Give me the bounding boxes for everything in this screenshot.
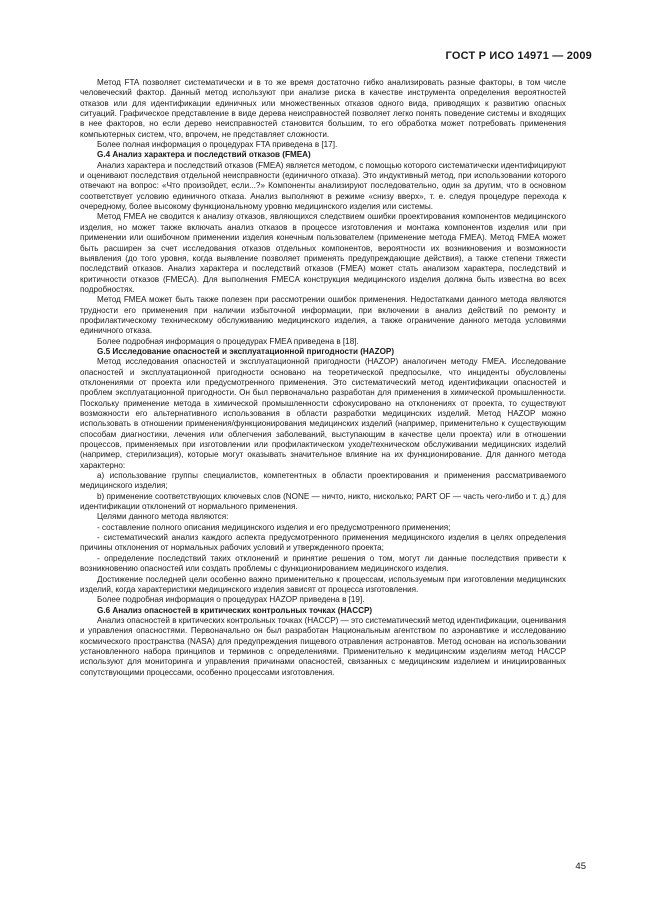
section-heading: G.5 Исследование опасностей и эксплуатационной пригодности (HAZOP) — [97, 346, 395, 356]
paragraph: Анализ опасностей в критических контрольных точках (HACCP) — это систематический метод идентификации, оценивания и управления опасностями. Первоначально он был разработан Национальным агентством по аэронавтике и исследованию космического пространства (NASA) для предупреждения пищевого отравления астронавтов. Метод основан на использовании установленного набора принципов и терминов с определениями. Применительно к медицинским изделиям метод HACCP используют для мониторинга и управления причинами опасностей, связанных с медицинским изделием и инициированных сопутствующими процессами, особенно процессами изготовления. — [80, 615, 566, 677]
paragraph: Метод исследования опасностей и эксплуатационной пригодности (HAZOP) аналогичен методу FMEA. Исследование опасностей и эксплуатационной пригодности основано на теоретической предпосылке, что инциденты обусловлены отклонениями от проекта или предусмотренного применения. Это систематический метод идентификации опасностей и проблем эксплуатационной пригодности. Он был первоначально разработан для применения в химической промышленности. Поскольку применение метода в химической промышленности сфокусировано на отклонениях от проекта, то существуют возможности его альтернативного использования в области разработки медицинских изделий. Метод HAZOP можно использовать в отношении применения/функционирования медицинских изделий (например, применительно к существующим способам диагностики, лечения или облегчения заболеваний, выступающим в качестве цели проекта) или в отношении процессов, применяемых при изготовлении или профилактическом уходе/техническом обслуживании медицинских изделий (например, стерилизация), которые могут оказывать значительное влияние на их функционирование. Для данного метода характерно: — [80, 357, 566, 470]
paragraph: Метод FMEA может быть также полезен при рассмотрении ошибок применения. Недостатками данного метода являются трудности его применения при наличии избыточной информации, при включении в анализ действий по ремонту и профилактическому техническому обслуживанию медицинского изделия, а также ограничение данного метода условиями единичного отказа. — [80, 295, 566, 336]
paragraph: Целями данного метода являются: — [97, 512, 229, 522]
section-heading: G.6 Анализ опасностей в критических контрольных точках (HACCP) — [97, 605, 373, 615]
document-body — [80, 78, 566, 678]
paragraph: Более подробная информация о процедурах HAZOP приведена в [19]. — [97, 595, 365, 605]
paragraph: Метод FTA позволяет систематически и в то же время достаточно гибко анализировать разные факторы, в том числе человеческий фактор. Данный метод используют при анализе риска в качестве инструмента определения вероятностей отказов или для идентификации единичных или множественных отказов одного вида, приводящих к развитию опасных ситуаций. Графическое представление в виде дерева неисправностей позволяет легко понять поведение системы и входящих в нее факторов, но если дерево неисправностей становится большим, то его обработка может потребовать применения компьютерных систем, что, впрочем, не представляет сложности. — [80, 78, 566, 139]
paragraph: Достижение последней цели особенно важно применительно к процессам, используемым при изготовлении медицинских изделий, когда характеристики медицинского изделия зависят от процесса изготовления. — [80, 574, 566, 594]
paragraph: Более полная информация о процедурах FTA приведена в [17]. — [97, 140, 338, 150]
paragraph: Анализ характера и последствий отказов (FMEA) является методом, с помощью которого систематически идентифицируют и оценивают последствия отдельной неисправности (единичного отказа). Это индуктивный метод, при использовании которого отвечают на вопрос: «Что произойдет, если...?» Компоненты анализируют последовательно, один за другим, что в основном соответствует условию единичного отказа. Анализ выполняют в режиме «снизу вверх», т. е. следуя процедуре перехода к очередному, более высокому функциональному уровню медицинского изделия или системы. — [80, 160, 566, 212]
paragraph: - систематический анализ каждого аспекта предусмотренного применения медицинского изделия в целях определения причины отклонения от нормальных рабочих условий и утвержденного проекта; — [80, 533, 566, 553]
section-heading: G.4 Анализ характера и последствий отказов (FMEA) — [97, 150, 311, 160]
paragraph: Более подробная информация о процедурах FMEA приведена в [18]. — [97, 336, 359, 346]
paragraph: - составление полного описания медицинского изделия и его предусмотренного применения; — [97, 522, 451, 532]
paragraph: а) использование группы специалистов, компетентных в области проектирования и применения рассматриваемого медицинского изделия; — [80, 471, 566, 491]
page-number: 45 — [575, 861, 586, 872]
paragraph: b) применение соответствующих ключевых слов (NONE — ничто, никто, нисколько; PART OF — часть чего-либо и т. д.) для идентификации отклонений от нормального применения. — [80, 491, 566, 512]
standard-header: ГОСТ Р ИСО 14971 — 2009 — [445, 50, 592, 62]
paragraph: Метод FMEA не сводится к анализу отказов, являющихся следствием ошибки проектирования компонентов медицинского изделия, но может также включать анализ отказов в процессе изготовления и монтажа компонентов изделия или при применении или ошибочном применении изделия конечным пользователем (применение метода FMEA). Метод FMEA может быть расширен за счет исследования отказов отдельных компонентов, вероятности их возникновения и возможности выявления (до того уровня, когда выявление позволяет применять предупреждающие действия), а также степени тяжести последствий отказов. Анализ характера и последствий отказов (FMEA) может стать анализом характера, последствий и критичности отказов (FMECA). Для выполнения FMECA конструкция медицинского изделия должна быть известна во всех подробностях. — [80, 212, 566, 294]
paragraph: - определение последствий таких отклонений и принятие решения о том, могут ли данные последствия привести к возникновению опасностей или создать проблемы с функционированием медицинского изделия. — [80, 553, 566, 574]
